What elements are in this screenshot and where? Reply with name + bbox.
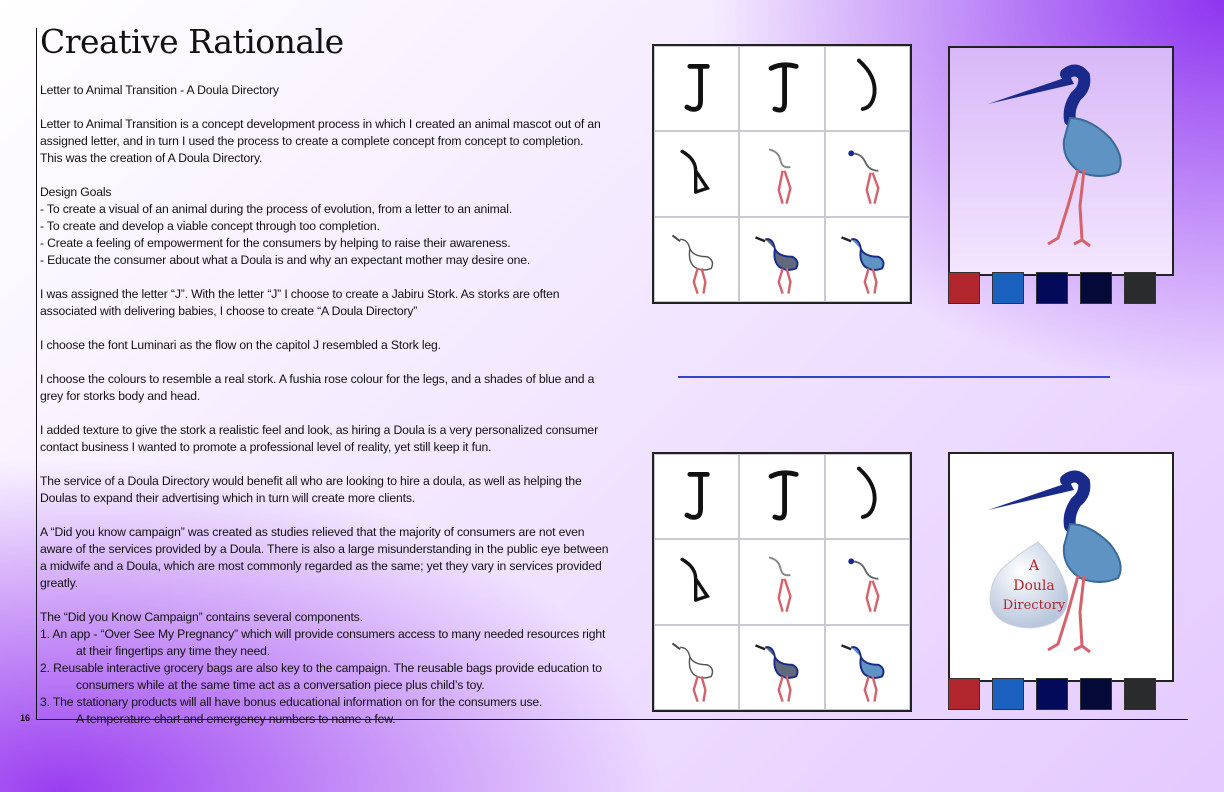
swatch-charcoal [1124, 678, 1156, 710]
evolution-cell-stork-grey [739, 217, 824, 302]
text-line: I was assigned the letter “J”. With the letter “J” I choose to create a Jabiru Stork. As storks are often [40, 287, 560, 301]
page-number: 16 [20, 713, 31, 723]
text-line: contact business I wanted to promote a professional level of reality, yet still keep it fun. [40, 440, 492, 454]
text-line: a midwife and a Doula, which are most commonly regarded as the same; yet they vary in services provided [40, 559, 602, 573]
text-line: associated with delivering babies, I choose to create “A Doula Directory” [40, 304, 418, 318]
evolution-cell-stork-outline [825, 131, 910, 216]
text-line: grey for storks body and head. [40, 389, 201, 403]
left-margin-rule [36, 28, 37, 720]
text-line: Doulas to expand their advertising which in turn will create more clients. [40, 491, 416, 505]
evolution-cell-stork-sketch [739, 131, 824, 216]
component-item-continued: A temperature chart and emergency numbers to name a few. [76, 712, 396, 726]
goal-item: - Create a feeling of empowerment for the consumers by helping to raise their awareness. [40, 236, 511, 250]
evolution-cell-stork-sketch [739, 539, 824, 624]
swatch-dark-navy [1080, 678, 1112, 710]
letter-paragraph [40, 286, 612, 320]
evolution-grid-bottom [652, 452, 912, 712]
colours-paragraph [40, 371, 612, 405]
logo-text-doula: Doula [1013, 578, 1055, 594]
evolution-cell-letter-j-curved [739, 46, 824, 131]
component-item: 2. Reusable interactive grocery bags are also key to the campaign. The reusable bags provide education to [40, 661, 602, 675]
evolution-cell-letter-leg [654, 539, 739, 624]
swatch-red [948, 272, 980, 304]
evolution-grid-top [652, 44, 912, 304]
rationale-text [40, 82, 612, 745]
service-paragraph [40, 473, 612, 507]
evolution-cell-stork-blue [825, 217, 910, 302]
section-divider [678, 376, 1110, 378]
swatch-navy [1036, 678, 1068, 710]
design-goals-heading: Design Goals [40, 185, 112, 199]
goal-item: - To create a visual of an animal during the process of evolution, from a letter to an animal. [40, 202, 513, 216]
swatch-blue [992, 678, 1024, 710]
component-item: 3. The stationary products will all have bonus educational information on for the consumers use. [40, 695, 543, 709]
evolution-cell-stork-outline [825, 539, 910, 624]
swatch-dark-navy [1080, 272, 1112, 304]
evolution-cell-stork-blue [825, 625, 910, 710]
texture-paragraph [40, 422, 612, 456]
evolution-cell-letter-j-flowing [825, 454, 910, 539]
intro-paragraph [40, 116, 612, 167]
text-line: This was the creation of A Doula Directory. [40, 151, 263, 165]
colour-palette-bottom [948, 678, 1156, 710]
component-item: 1. An app - “Over See My Pregnancy” which will provide consumers access to many needed resources right [40, 627, 606, 641]
evolution-cell-letter-j [654, 454, 739, 539]
text-line: aware of the services provided by a Doula. There is also a large misunderstanding in the public eye between [40, 542, 609, 556]
page-title: Creative Rationale [40, 22, 344, 61]
stork-mascot-image [948, 46, 1174, 276]
component-item-continued: consumers while at the same time act as a conversation piece plus child’s toy. [76, 678, 485, 692]
font-paragraph [40, 337, 612, 354]
swatch-blue [992, 272, 1024, 304]
evolution-cell-letter-j-flowing [825, 46, 910, 131]
doula-directory-logo-image [948, 452, 1174, 682]
text-line: I choose the colours to resemble a real stork. A fushia rose colour for the legs, and a shades of blue and a [40, 372, 595, 386]
subtitle: Letter to Animal Transition - A Doula Directory [40, 83, 279, 97]
swatch-charcoal [1124, 272, 1156, 304]
logo-text-directory: Directory [1002, 598, 1066, 613]
text-line: Letter to Animal Transition is a concept development process in which I created an animal mascot out of an [40, 117, 601, 131]
evolution-cell-letter-leg [654, 131, 739, 216]
evolution-cell-stork-grey [739, 625, 824, 710]
evolution-cell-letter-j-curved [739, 454, 824, 539]
components-heading: The “Did you Know Campaign” contains several components. [40, 610, 363, 624]
components-list [40, 609, 612, 728]
design-goals [40, 184, 612, 269]
evolution-cell-stork-white [654, 217, 739, 302]
text-line: assigned letter, and in turn I used the process to create a complete concept from concept to completion. [40, 134, 584, 148]
text-line: A “Did you know campaign” was created as studies relieved that the majority of consumers are not even [40, 525, 585, 539]
evolution-cell-stork-white [654, 625, 739, 710]
colour-palette-top [948, 272, 1156, 304]
evolution-cell-letter-j [654, 46, 739, 131]
swatch-red [948, 678, 980, 710]
text-line: The service of a Doula Directory would benefit all who are looking to hire a doula, as well as helping the [40, 474, 582, 488]
campaign-paragraph [40, 524, 612, 592]
logo-text-a: A [1028, 558, 1040, 574]
text-line: I choose the font Luminari as the flow on the capitol J resembled a Stork leg. [40, 338, 441, 352]
text-line: I added texture to give the stork a realistic feel and look, as hiring a Doula is a very personalized consumer [40, 423, 598, 437]
goal-item: - Educate the consumer about what a Doula is and why an expectant mother may desire one. [40, 253, 531, 267]
component-item-continued: at their fingertips any time they need. [76, 644, 271, 658]
swatch-navy [1036, 272, 1068, 304]
stork-illustration [950, 48, 1172, 274]
goal-item: - To create and develop a viable concept through too completion. [40, 219, 380, 233]
text-line: greatly. [40, 576, 78, 590]
logo-illustration [950, 454, 1172, 680]
